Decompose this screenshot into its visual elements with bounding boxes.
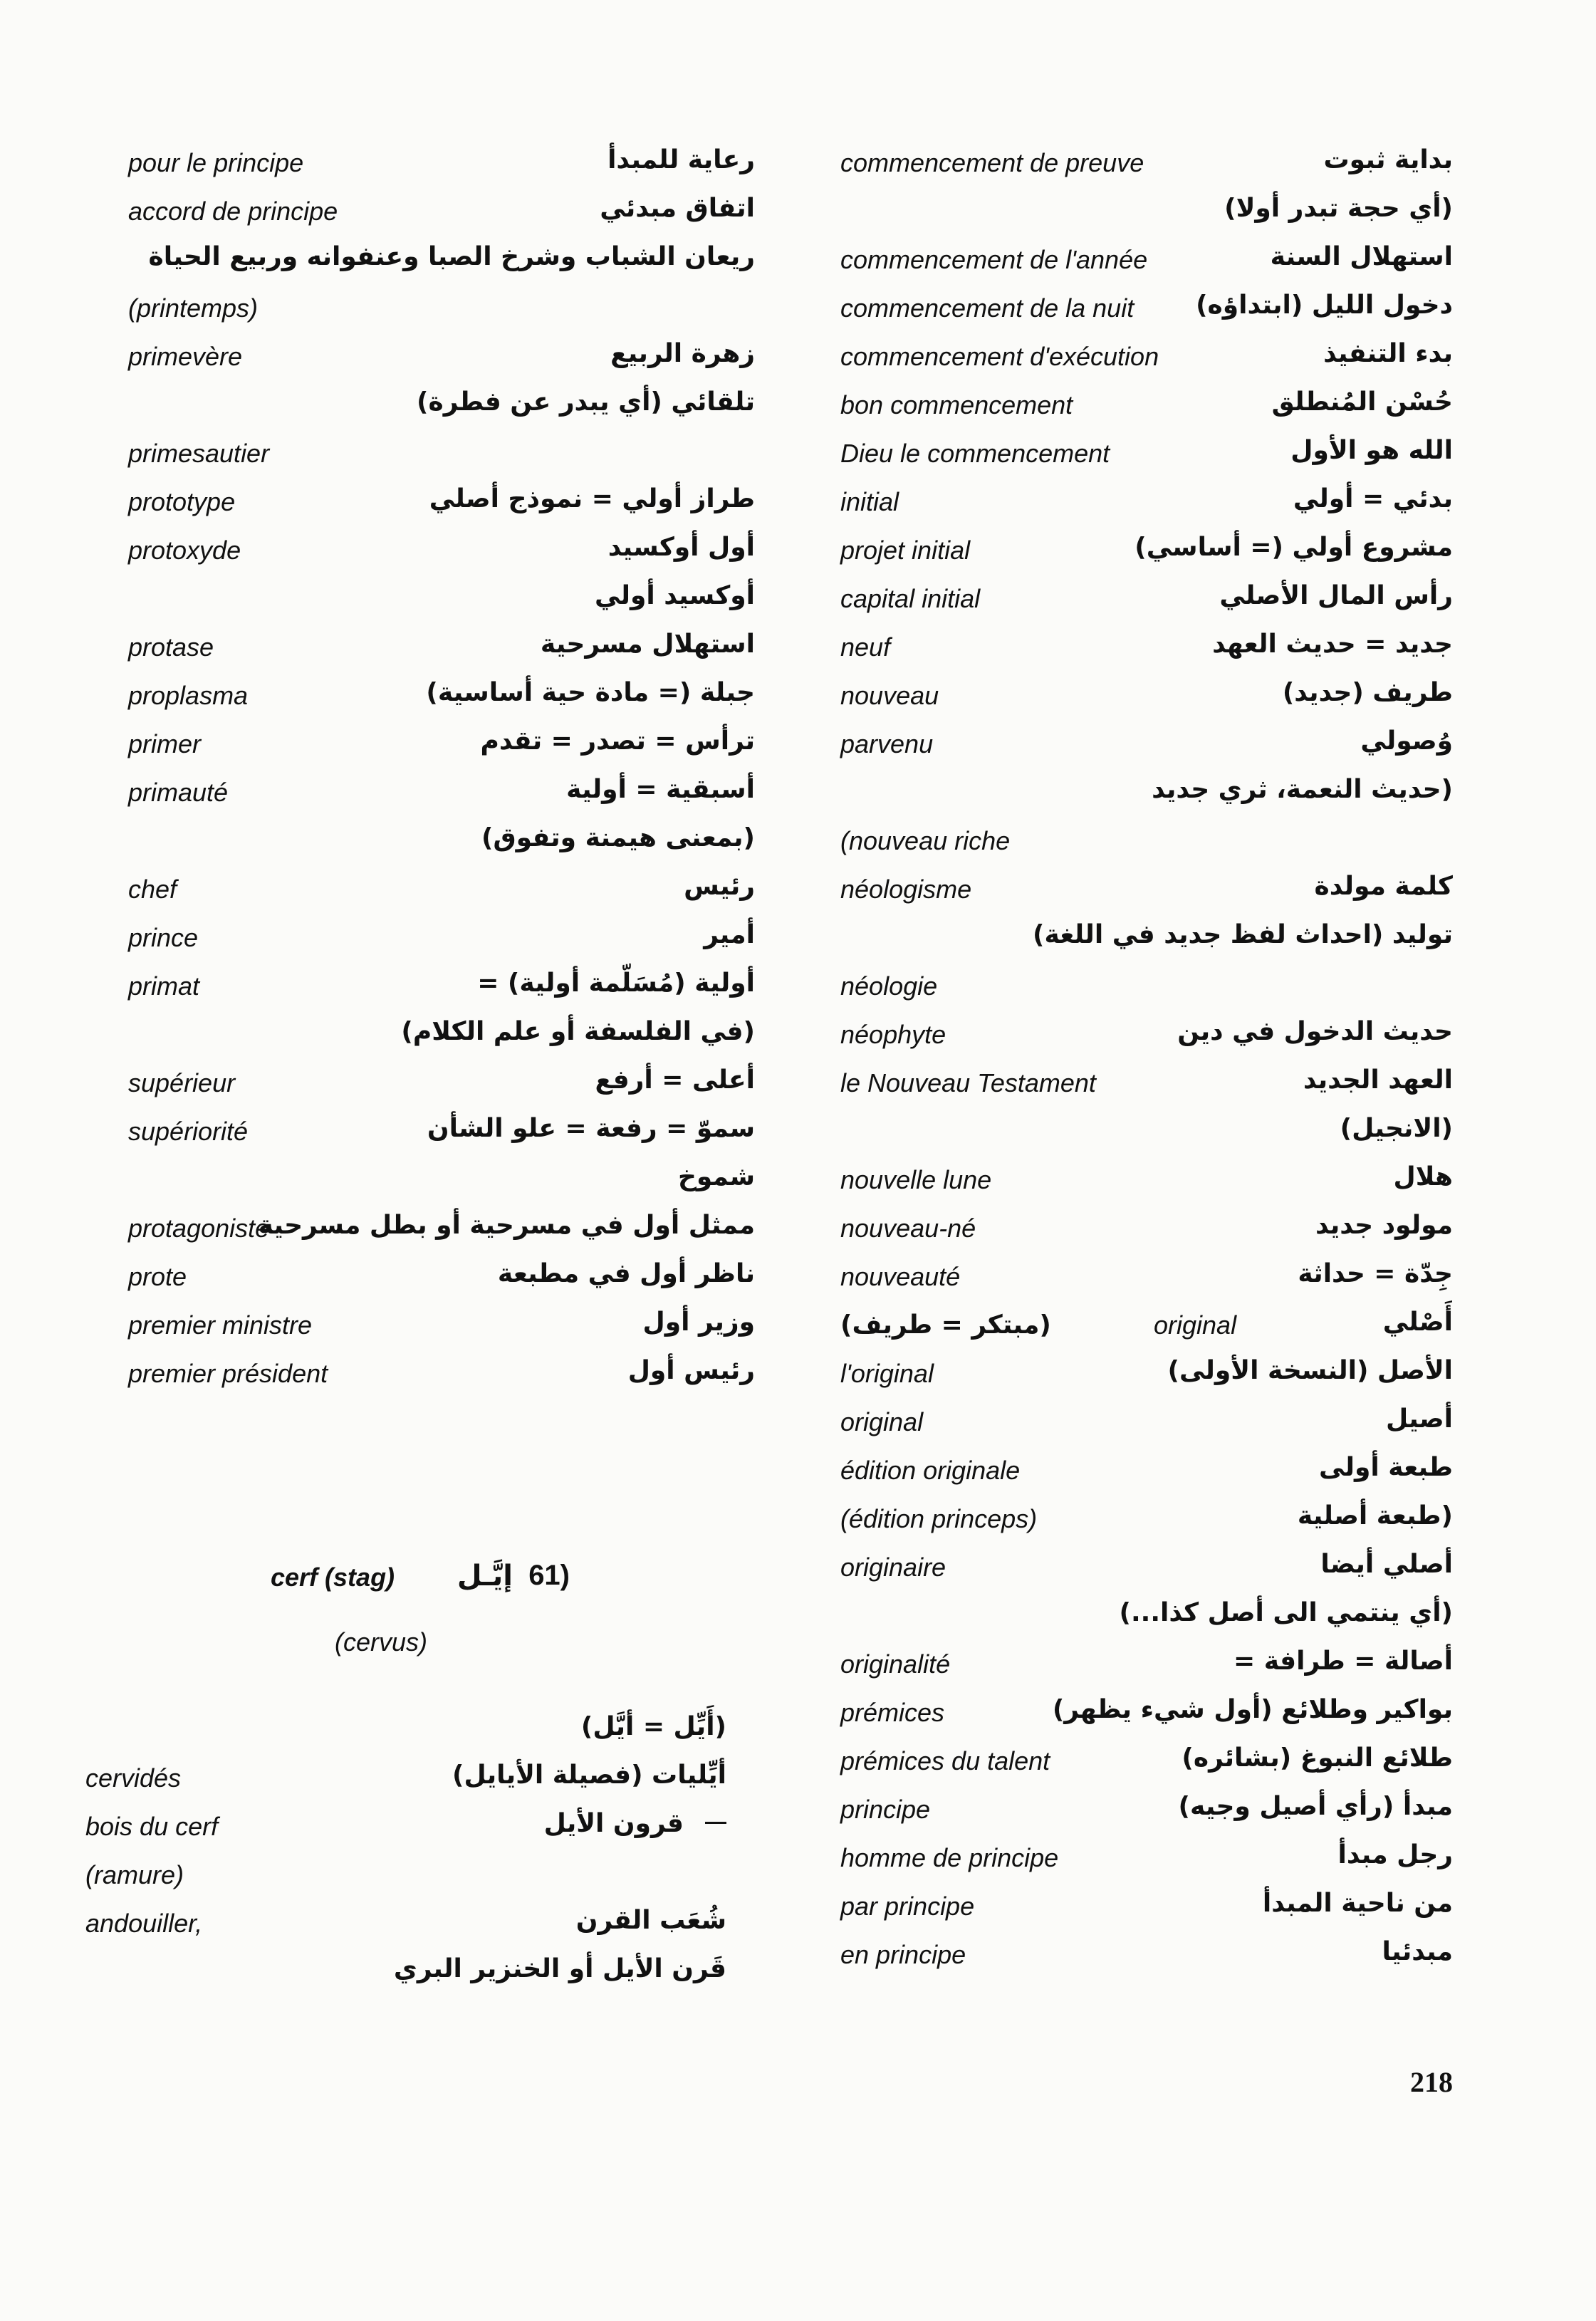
entry-row	[840, 481, 1453, 530]
entry-arabic: أسبقية = أولية	[566, 775, 755, 804]
entry-row	[840, 433, 1453, 481]
entry-arabic: هلال	[1393, 1162, 1453, 1191]
entry-row	[128, 433, 755, 481]
entry-arabic: جديد = حديث العهد	[1212, 630, 1453, 659]
entry-french: prototype	[128, 487, 236, 516]
entry-row	[840, 820, 1453, 869]
entry-arabic: اتفاق مبدئي	[600, 194, 755, 223]
entry-french: supérieur	[128, 1068, 236, 1097]
entry-arabic: شُعَب القرن	[575, 1906, 726, 1935]
entry-row	[840, 772, 1453, 820]
entry-row	[840, 1402, 1453, 1450]
entry-row	[840, 1644, 1453, 1692]
entry-french: capital initial	[840, 584, 981, 613]
entry-arabic: رئيس	[684, 872, 755, 901]
entry-french: protase	[128, 632, 214, 662]
entry-arabic: (في الفلسفة أو علم الكلام)	[401, 1017, 755, 1046]
entry-arabic: ترأس = تصدر = تقدم	[480, 726, 755, 756]
entry-french: (ramure)	[85, 1860, 184, 1889]
entry-french: commencement de l'année	[840, 245, 1148, 274]
entry-arabic: الله هو الأول	[1290, 436, 1453, 465]
section-heading	[271, 1560, 570, 1602]
entry-row	[128, 288, 755, 336]
entry-french: nouvelle lune	[840, 1165, 992, 1194]
entry-arabic: قَرن الأيل أو الخنزير البري	[393, 1954, 726, 1983]
entry-arabic: سموّ = رفعة = علو الشأن	[427, 1114, 755, 1143]
entry-row	[128, 869, 755, 917]
entry-arabic: (أي حجة تبدر أولا)	[1224, 194, 1453, 223]
entry-arabic: مولود جديد	[1315, 1211, 1453, 1240]
entry-row	[840, 1741, 1453, 1789]
entry-arabic: ممثل أول في مسرحية أو بطل مسرحية	[258, 1211, 755, 1240]
entry-arabic: كلمة مولدة	[1314, 872, 1453, 901]
entry-arabic: جبلة (= مادة حية أساسية)	[426, 678, 755, 707]
entry-arabic: أعلى = أرفع	[595, 1065, 755, 1095]
right-column	[840, 142, 1453, 1983]
entry-row	[840, 1063, 1453, 1111]
entry-row	[128, 239, 755, 288]
entry-row	[128, 530, 755, 578]
entry-row	[840, 1014, 1453, 1063]
entry-french: protagoniste	[128, 1214, 270, 1243]
entry-row	[840, 627, 1453, 675]
entry-arabic: مشروع أولي (= أساسي)	[1135, 533, 1453, 562]
entry-row	[128, 772, 755, 820]
entry-row	[85, 1709, 726, 1758]
entry-french: (nouveau riche	[840, 826, 1011, 855]
entry-row	[128, 966, 755, 1014]
entry-row	[128, 1159, 755, 1208]
entry-row	[128, 1111, 755, 1159]
entry-row	[840, 724, 1453, 772]
entry-row	[128, 1014, 755, 1063]
entry-arabic: (طبعة أصلية	[1297, 1501, 1453, 1530]
entry-french: néologie	[840, 971, 938, 1001]
section-number: 61)	[528, 1560, 570, 1591]
entry-row	[840, 288, 1453, 336]
entry-french: chef	[128, 875, 177, 904]
entry-french: primauté	[128, 778, 229, 807]
entry-french: prémices du talent	[840, 1746, 1050, 1775]
entry-arabic: بداية ثبوت	[1323, 145, 1453, 174]
entry-row	[840, 239, 1453, 288]
entry-french: nouveau-né	[840, 1214, 976, 1243]
entry-arabic: (أي ينتمي الى أصل كذا...)	[1119, 1598, 1453, 1627]
entry-row	[85, 1951, 726, 2000]
section-title-french: cerf (stag)	[271, 1563, 395, 1592]
entry-french: premier président	[128, 1359, 328, 1388]
entry-row	[840, 1305, 1453, 1353]
entry-row	[128, 675, 755, 724]
entry-french: originalité	[840, 1649, 951, 1679]
entry-row	[840, 385, 1453, 433]
entry-french: nouveau	[840, 681, 939, 710]
entry-row	[840, 917, 1453, 966]
entry-arabic: أول أوكسيد	[607, 533, 755, 562]
entry-arabic: مبدأ (رأي أصيل وجيه)	[1178, 1792, 1453, 1821]
entry-row	[840, 1159, 1453, 1208]
entry-arabic: استهلال مسرحية	[540, 630, 755, 659]
entry-row	[840, 1595, 1453, 1644]
entry-french: par principe	[840, 1892, 975, 1921]
entry-arabic: استهلال السنة	[1270, 242, 1453, 271]
entry-arabic: أوكسيد أولي	[595, 581, 755, 610]
entry-arabic: زهرة الربيع	[610, 339, 755, 368]
entry-arabic: وزير أول	[642, 1308, 755, 1337]
entry-arabic: طراز أولي = نموذج أصلي	[429, 484, 755, 513]
entry-french: commencement d'exécution	[840, 342, 1159, 371]
entry-row	[128, 1063, 755, 1111]
dash-mark	[705, 1822, 726, 1824]
entry-french: en principe	[840, 1940, 966, 1969]
entry-french: nouveauté	[840, 1262, 961, 1291]
entry-french: cervidés	[85, 1763, 182, 1793]
entry-french: commencement de la nuit	[840, 293, 1135, 323]
entry-french: primesautier	[128, 439, 270, 468]
entry-french: premier ministre	[128, 1310, 313, 1340]
entry-french: commencement de preuve	[840, 148, 1144, 177]
entry-arabic: دخول الليل (ابتداؤه)	[1196, 291, 1453, 320]
entry-arabic: أصيل	[1386, 1404, 1453, 1434]
entry-arabic: رعاية للمبدأ	[607, 145, 755, 174]
entry-row	[128, 627, 755, 675]
entry-row	[840, 142, 1453, 191]
entry-row	[128, 191, 755, 239]
entry-row	[128, 1305, 755, 1353]
entry-arabic: بواكير وطلائع (أول شيء يظهر)	[1052, 1695, 1453, 1724]
entry-french: andouiller,	[85, 1909, 203, 1938]
entry-row	[128, 142, 755, 191]
entry-row	[840, 1450, 1453, 1498]
entry-arabic: طريف (جديد)	[1282, 678, 1453, 707]
entry-arabic: أصلي أيضا	[1320, 1550, 1453, 1579]
entry-french: le Nouveau Testament	[840, 1068, 1096, 1097]
entry-row	[840, 966, 1453, 1014]
entry-arabic: مبدئيا	[1382, 1937, 1453, 1966]
entry-row	[85, 1806, 726, 1855]
entry-french: homme de principe	[840, 1843, 1059, 1872]
entry-french: primer	[128, 729, 202, 758]
entry-arabic: (الانجيل)	[1340, 1114, 1453, 1143]
entry-french: originaire	[840, 1553, 946, 1582]
entry-row	[128, 578, 755, 627]
entry-arabic: العهد الجديد	[1303, 1065, 1453, 1095]
entry-row	[840, 1256, 1453, 1305]
entry-arabic: جِدّة = حداثة	[1298, 1259, 1453, 1288]
entry-arabic: أمير	[704, 920, 755, 949]
entry-row	[128, 1208, 755, 1256]
entry-arabic: رئيس أول	[627, 1356, 755, 1385]
entry-arabic: توليد (احداث لفظ جديد في اللغة)	[1033, 920, 1453, 949]
entry-french: protoxyde	[128, 536, 241, 565]
entry-french: (مبتكر = طريف)	[840, 1310, 1051, 1340]
entry-row	[128, 820, 755, 869]
entry-row	[840, 191, 1453, 239]
entry-row	[840, 530, 1453, 578]
entry-arabic: بدء التنفيذ	[1323, 339, 1453, 368]
entry-arabic: ريعان الشباب وشرخ الصبا وعنفوانه وربيع الحياة	[148, 242, 755, 271]
entry-french: (printemps)	[128, 293, 259, 323]
entry-row	[840, 1692, 1453, 1741]
entry-row	[840, 675, 1453, 724]
entry-row	[840, 1353, 1453, 1402]
entry-row	[840, 1837, 1453, 1886]
entry-arabic: أيِّليات (فصيلة الأيايل)	[452, 1761, 726, 1790]
entry-row	[128, 1256, 755, 1305]
section-entries	[85, 1709, 726, 2000]
entry-french: principe	[840, 1795, 931, 1824]
entry-french: accord de principe	[128, 197, 338, 226]
section-title-arabic: إيَّـل	[457, 1560, 513, 1592]
entry-french: primat	[128, 971, 200, 1001]
entry-french: pour le principe	[128, 148, 304, 177]
entry-arabic: طبعة أولى	[1319, 1453, 1453, 1482]
entry-french: édition originale	[840, 1456, 1021, 1485]
entry-row	[128, 385, 755, 433]
entry-french: néologisme	[840, 875, 972, 904]
entry-arabic: تلقائي (أي يبدر عن فطرة)	[417, 387, 755, 417]
entry-row	[128, 724, 755, 772]
entry-row	[85, 1903, 726, 1951]
entry-arabic: من ناحية المبدأ	[1262, 1889, 1453, 1918]
entry-french: l'original	[840, 1359, 934, 1388]
entry-french: supériorité	[128, 1117, 249, 1146]
entry-row	[840, 1498, 1453, 1547]
entry-french: prémices	[840, 1698, 945, 1727]
entry-french: prote	[128, 1262, 187, 1291]
entry-row	[840, 336, 1453, 385]
entry-arabic: (حديث النعمة، ثري جديد	[1152, 775, 1453, 804]
entry-french: (édition princeps)	[840, 1504, 1038, 1533]
left-column	[128, 142, 755, 1402]
entry-arabic: (أَيِّل = أيَّل)	[580, 1712, 726, 1741]
entry-row	[840, 1111, 1453, 1159]
entry-french: néophyte	[840, 1020, 946, 1049]
entry-arabic: أولية (مُسَلّمة أولية) =	[477, 969, 755, 998]
entry-row	[85, 1855, 726, 1903]
section-latin-name: (cervus)	[335, 1627, 428, 1657]
entry-french: Dieu le commencement	[840, 439, 1110, 468]
entry-row	[840, 1886, 1453, 1934]
page-number: 218	[1410, 2066, 1453, 2098]
entry-row	[128, 481, 755, 530]
entry-row	[840, 1789, 1453, 1837]
entry-french: initial	[840, 487, 899, 516]
entry-arabic: طلائع النبوغ (بشائره)	[1182, 1743, 1453, 1773]
entry-row	[840, 1208, 1453, 1256]
entry-arabic: وُصولي	[1360, 726, 1453, 756]
entry-french: prince	[128, 923, 199, 952]
entry-french: original	[1154, 1310, 1237, 1340]
entry-row	[840, 869, 1453, 917]
entry-arabic: رجل مبدأ	[1337, 1840, 1453, 1869]
entry-arabic: الأصل (النسخة الأولى)	[1167, 1356, 1453, 1385]
entry-row	[128, 1353, 755, 1402]
entry-french: original	[840, 1407, 924, 1436]
entry-arabic: رأس المال الأصلي	[1219, 581, 1453, 610]
entry-arabic: حديث الدخول في دين	[1177, 1017, 1453, 1046]
entry-arabic: بدئي = أولي	[1293, 484, 1453, 513]
entry-french: bois du cerf	[85, 1812, 219, 1841]
entry-french: projet initial	[840, 536, 971, 565]
entry-french: primevère	[128, 342, 243, 371]
entry-row	[840, 1547, 1453, 1595]
entry-arabic: شموخ	[677, 1162, 755, 1191]
entry-french: neuf	[840, 632, 891, 662]
entry-arabic: حُسْن المُنطلق	[1271, 387, 1453, 417]
entry-french: proplasma	[128, 681, 249, 710]
entry-arabic: قرون الأيل	[543, 1809, 684, 1838]
entry-arabic: أَصْلي	[1382, 1308, 1453, 1337]
entry-row	[840, 578, 1453, 627]
entry-row	[85, 1758, 726, 1806]
entry-arabic: (بمعنى هيمنة وتفوق)	[481, 823, 755, 852]
entry-row	[840, 1934, 1453, 1983]
entry-row	[128, 336, 755, 385]
entry-arabic: أصالة = طرافة =	[1233, 1647, 1453, 1676]
entry-french: bon commencement	[840, 390, 1073, 419]
entry-arabic: ناظر أول في مطبعة	[497, 1259, 755, 1288]
entry-row	[128, 917, 755, 966]
entry-french: parvenu	[840, 729, 934, 758]
